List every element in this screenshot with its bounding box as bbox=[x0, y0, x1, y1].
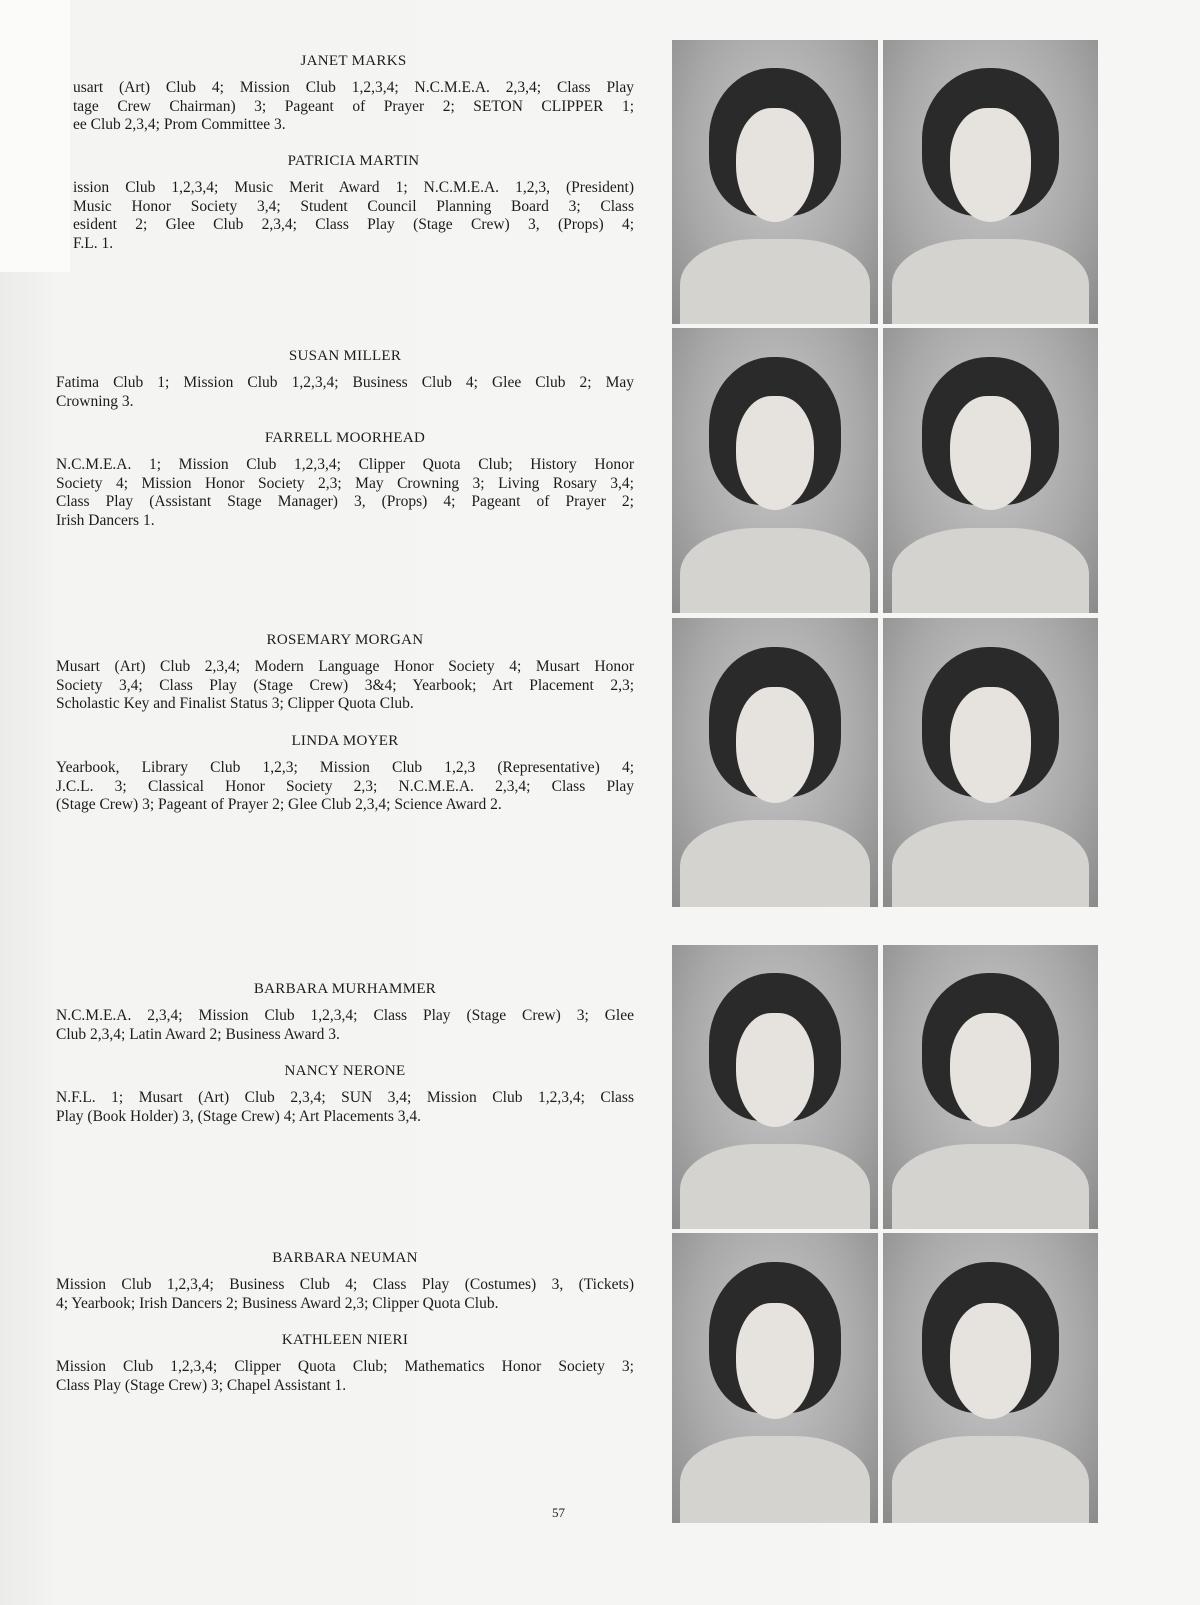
activities-line: Club 2,3,4; Latin Award 2; Business Award 3. bbox=[56, 1025, 340, 1043]
student-entry bbox=[56, 1249, 634, 1313]
activities-line: F.L. 1. bbox=[73, 234, 114, 252]
student-name: BARBARA NEUMAN bbox=[272, 1250, 418, 1266]
student-activities bbox=[73, 79, 634, 135]
student-portrait bbox=[883, 328, 1098, 613]
activities-line: N.F.L. 1; Musart (Art) Club 2,3,4; SUN 3,4; Mission Club 1,2,3,4; Class bbox=[56, 1089, 634, 1106]
activities-line: Crowning 3. bbox=[56, 392, 134, 410]
student-entry bbox=[73, 152, 634, 253]
student-activities bbox=[56, 759, 634, 815]
activities-line: Mission Club 1,2,3,4; Clipper Quota Club; Mathematics Honor Society 3; bbox=[56, 1358, 634, 1375]
student-entry bbox=[56, 631, 634, 714]
student-name: KATHLEEN NIERI bbox=[281, 1332, 409, 1348]
activities-line: ission Club 1,2,3,4; Music Merit Award 1; N.C.M.E.A. 1,2,3, (President) bbox=[73, 179, 634, 196]
activities-line: ee Club 2,3,4; Prom Committee 3. bbox=[73, 116, 286, 134]
activities-line: Musart (Art) Club 2,3,4; Modern Language Honor Society 4; Musart Honor bbox=[56, 658, 634, 675]
activities-line: Scholastic Key and Finalist Status 3; Clipper Quota Club. bbox=[56, 695, 414, 713]
activities-line: Class Play (Stage Crew) 3; Chapel Assistant 1. bbox=[56, 1376, 347, 1394]
student-entry bbox=[56, 429, 634, 530]
activities-line: J.C.L. 3; Classical Honor Society 2,3; N.C.M.E.A. 2,3,4; Class Play bbox=[56, 777, 634, 795]
activities-line: Society 3,4; Class Play (Stage Crew) 3&4; Yearbook; Art Placement 2,3; bbox=[56, 676, 634, 694]
student-name: ROSEMARY MORGAN bbox=[266, 632, 424, 648]
student-name: BARBARA MURHAMMER bbox=[253, 981, 437, 997]
student-name: SUSAN MILLER bbox=[288, 348, 402, 364]
student-portrait bbox=[672, 328, 878, 613]
student-activities bbox=[56, 1276, 634, 1313]
student-portrait bbox=[883, 618, 1098, 907]
activities-line: tage Crew Chairman) 3; Pageant of Prayer 2; SETON CLIPPER 1; bbox=[73, 97, 634, 115]
student-activities bbox=[56, 658, 634, 714]
activities-line: Fatima Club 1; Mission Club 1,2,3,4; Business Club 4; Glee Club 2; May bbox=[56, 374, 634, 391]
student-activities bbox=[73, 179, 634, 253]
student-entry bbox=[56, 732, 634, 815]
page-edge-overlay bbox=[0, 0, 70, 272]
student-portrait bbox=[672, 945, 878, 1229]
student-entry bbox=[56, 1062, 634, 1126]
student-entry bbox=[56, 347, 634, 411]
activities-line: (Stage Crew) 3; Pageant of Prayer 2; Glee Club 2,3,4; Science Award 2. bbox=[56, 796, 502, 814]
page-number: 57 bbox=[552, 1505, 565, 1520]
student-portrait bbox=[672, 1233, 878, 1523]
student-name: PATRICIA MARTIN bbox=[287, 153, 420, 169]
student-name: LINDA MOYER bbox=[291, 733, 399, 749]
student-entry bbox=[56, 1331, 634, 1395]
student-name: JANET MARKS bbox=[300, 53, 407, 69]
student-entry bbox=[73, 52, 634, 135]
activities-line: Society 4; Mission Honor Society 2,3; May Crowning 3; Living Rosary 3,4; bbox=[56, 474, 634, 492]
student-name: FARRELL MOORHEAD bbox=[264, 430, 426, 446]
student-entry bbox=[56, 980, 634, 1044]
activities-line: usart (Art) Club 4; Mission Club 1,2,3,4; N.C.M.E.A. 2,3,4; Class Play bbox=[73, 79, 634, 96]
student-portrait bbox=[672, 40, 878, 324]
activities-line: N.C.M.E.A. 1; Mission Club 1,2,3,4; Clipper Quota Club; History Honor bbox=[56, 456, 634, 473]
student-portrait bbox=[883, 1233, 1098, 1523]
activities-line: N.C.M.E.A. 2,3,4; Mission Club 1,2,3,4; Class Play (Stage Crew) 3; Glee bbox=[56, 1007, 634, 1024]
activities-line: Yearbook, Library Club 1,2,3; Mission Club 1,2,3 (Representative) 4; bbox=[56, 759, 634, 776]
student-activities bbox=[56, 1089, 634, 1126]
activities-line: Music Honor Society 3,4; Student Council Planning Board 3; Class bbox=[73, 197, 634, 215]
activities-line: 4; Yearbook; Irish Dancers 2; Business Award 2,3; Clipper Quota Club. bbox=[56, 1294, 499, 1312]
activities-line: esident 2; Glee Club 2,3,4; Class Play (Stage Crew) 3, (Props) 4; bbox=[73, 216, 634, 234]
activities-line: Irish Dancers 1. bbox=[56, 511, 155, 529]
student-portrait bbox=[672, 618, 878, 907]
student-portrait bbox=[883, 40, 1098, 324]
student-activities bbox=[56, 374, 634, 411]
activities-line: Class Play (Assistant Stage Manager) 3, (Props) 4; Pageant of Prayer 2; bbox=[56, 493, 634, 511]
student-activities bbox=[56, 1358, 634, 1395]
student-activities bbox=[56, 1007, 634, 1044]
activities-line: Play (Book Holder) 3, (Stage Crew) 4; Art Placements 3,4. bbox=[56, 1107, 422, 1125]
student-portrait bbox=[883, 945, 1098, 1229]
activities-line: Mission Club 1,2,3,4; Business Club 4; Class Play (Costumes) 3, (Tickets) bbox=[56, 1276, 634, 1293]
student-activities bbox=[56, 456, 634, 530]
student-name: NANCY NERONE bbox=[284, 1063, 406, 1079]
